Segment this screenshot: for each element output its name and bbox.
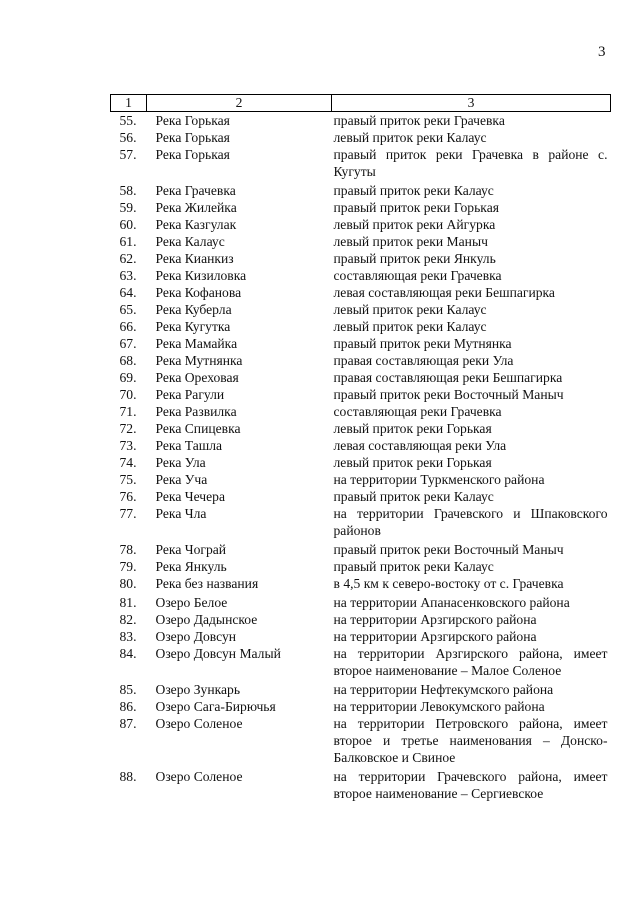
water-body-name: Река Мамайка xyxy=(155,336,238,351)
water-body-description: правый приток реки Грачевка в районе с. Кугуты xyxy=(333,147,608,179)
water-body-name: Река Ташла xyxy=(155,438,223,453)
row-number: 68. xyxy=(119,353,137,368)
page-number: 3 xyxy=(598,44,606,60)
water-body-name: Озеро Дадынское xyxy=(155,612,258,627)
water-body-description: в 4,5 км к северо-востоку от с. Грачевка xyxy=(333,576,564,591)
column-header-name: 2 xyxy=(147,95,332,112)
water-body-name: Река Казгулак xyxy=(155,217,237,232)
table-row xyxy=(111,575,611,594)
water-body-description: правый приток реки Восточный Маныч xyxy=(333,542,564,557)
table-row xyxy=(111,645,611,681)
water-body-name: Река Кугутка xyxy=(155,319,231,334)
row-number: 75. xyxy=(119,472,137,487)
row-number: 67. xyxy=(119,336,137,351)
table-row xyxy=(111,681,611,698)
table-row xyxy=(111,112,611,130)
row-number: 86. xyxy=(119,699,137,714)
row-number: 84. xyxy=(119,646,137,661)
water-body-description: левый приток реки Калаус xyxy=(333,130,487,145)
row-number: 79. xyxy=(119,559,137,574)
table-row xyxy=(111,611,611,628)
table-row xyxy=(111,558,611,575)
water-body-name: Озеро Довсун xyxy=(155,629,237,644)
table-row xyxy=(111,129,611,146)
water-body-name: Озеро Белое xyxy=(155,595,228,610)
water-body-name: Река Кианкиз xyxy=(155,251,234,266)
row-number: 78. xyxy=(119,542,137,557)
table-row xyxy=(111,301,611,318)
water-body-description: на территории Левокумского района xyxy=(333,699,545,714)
table-row xyxy=(111,420,611,437)
water-body-name: Река Рагули xyxy=(155,387,225,402)
table-row xyxy=(111,541,611,558)
row-number: 81. xyxy=(119,595,137,610)
table-header-row xyxy=(111,95,611,112)
water-body-name: Озеро Зункарь xyxy=(155,682,241,697)
water-body-description: правый приток реки Горькая xyxy=(333,200,499,215)
water-body-name: Река без названия xyxy=(155,576,259,591)
water-body-name: Река Кофанова xyxy=(155,285,242,300)
water-bodies-table xyxy=(110,94,611,804)
table-row xyxy=(111,233,611,250)
table-row xyxy=(111,594,611,611)
water-body-description: правый приток реки Янкуль xyxy=(333,251,496,266)
water-body-description: составляющая реки Грачевка xyxy=(333,404,502,419)
table-row xyxy=(111,471,611,488)
table-row xyxy=(111,267,611,284)
table-row xyxy=(111,698,611,715)
water-body-name: Река Спицевка xyxy=(155,421,241,436)
water-body-name: Река Горькая xyxy=(155,130,230,145)
water-body-description: на территории Туркменского района xyxy=(333,472,545,487)
water-body-name: Озеро Соленое xyxy=(155,769,243,784)
row-number: 83. xyxy=(119,629,137,644)
water-body-name: Река Янкуль xyxy=(155,559,227,574)
water-body-description: левый приток реки Горькая xyxy=(333,421,492,436)
water-body-description: правый приток реки Грачевка xyxy=(333,113,505,128)
row-number: 58. xyxy=(119,183,137,198)
water-body-name: Река Куберла xyxy=(155,302,232,317)
water-body-name: Река Калаус xyxy=(155,234,225,249)
table-row xyxy=(111,146,611,182)
row-number: 59. xyxy=(119,200,137,215)
row-number: 74. xyxy=(119,455,137,470)
table-row xyxy=(111,369,611,386)
table-row xyxy=(111,628,611,645)
water-body-description: левый приток реки Калаус xyxy=(333,319,487,334)
water-body-name: Река Ула xyxy=(155,455,206,470)
row-number: 66. xyxy=(119,319,137,334)
row-number: 77. xyxy=(119,506,137,521)
water-body-name: Река Горькая xyxy=(155,147,230,162)
water-body-name: Река Горькая xyxy=(155,113,230,128)
water-body-description: правый приток реки Калаус xyxy=(333,559,494,574)
row-number: 85. xyxy=(119,682,137,697)
table-row xyxy=(111,335,611,352)
row-number: 76. xyxy=(119,489,137,504)
water-body-description: правая составляющая реки Ула xyxy=(333,353,514,368)
water-body-description: правая составляющая реки Бешпагирка xyxy=(333,370,563,385)
water-body-description: правый приток реки Калаус xyxy=(333,183,494,198)
water-body-description: левый приток реки Горькая xyxy=(333,455,492,470)
water-body-name: Озеро Сага-Бирючья xyxy=(155,699,276,714)
water-body-description: на территории Апанасенковского района xyxy=(333,595,570,610)
row-number: 55. xyxy=(119,113,137,128)
column-header-number: 1 xyxy=(111,95,147,112)
row-number: 63. xyxy=(119,268,137,283)
water-body-description: левый приток реки Маныч xyxy=(333,234,488,249)
water-body-description: левая составляющая реки Ула xyxy=(333,438,507,453)
water-body-description: на территории Нефтекумского района xyxy=(333,682,554,697)
water-body-description: на территории Арзгирского района xyxy=(333,629,537,644)
table-row xyxy=(111,403,611,420)
row-number: 87. xyxy=(119,716,137,731)
row-number: 73. xyxy=(119,438,137,453)
row-number: 65. xyxy=(119,302,137,317)
table-row xyxy=(111,182,611,199)
water-body-description: на территории Грачевского и Шпаковского районов xyxy=(333,506,608,538)
table-row xyxy=(111,437,611,454)
water-body-name: Река Развилка xyxy=(155,404,237,419)
water-body-description: левый приток реки Айгурка xyxy=(333,217,496,232)
table-row xyxy=(111,284,611,301)
table-row xyxy=(111,318,611,335)
table-row xyxy=(111,715,611,768)
table-row xyxy=(111,250,611,267)
table-row xyxy=(111,505,611,541)
row-number: 69. xyxy=(119,370,137,385)
water-body-name: Река Мутнянка xyxy=(155,353,243,368)
table-row xyxy=(111,454,611,471)
water-body-name: Река Чла xyxy=(155,506,207,521)
table-row xyxy=(111,386,611,403)
table-row xyxy=(111,768,611,804)
water-body-name: Озеро Довсун Малый xyxy=(155,646,281,661)
water-body-description: на территории Арзгирского района, имеет второе наименование – Малое Соленое xyxy=(333,646,608,678)
water-body-description: правый приток реки Восточный Маныч xyxy=(333,387,564,402)
water-body-name: Река Чечера xyxy=(155,489,225,504)
water-body-description: правый приток реки Мутнянка xyxy=(333,336,512,351)
row-number: 64. xyxy=(119,285,137,300)
row-number: 57. xyxy=(119,147,137,162)
water-body-name: Река Кизиловка xyxy=(155,268,247,283)
water-body-description: на территории Петровского района, имеет второе и третье наименования – Донско-Балковское и Свиное xyxy=(333,716,608,765)
table-row xyxy=(111,488,611,505)
table-row xyxy=(111,216,611,233)
water-body-name: Озеро Соленое xyxy=(155,716,243,731)
water-body-name: Река Жилейка xyxy=(155,200,237,215)
water-body-name: Река Ореховая xyxy=(155,370,239,385)
row-number: 82. xyxy=(119,612,137,627)
row-number: 60. xyxy=(119,217,137,232)
column-header-description: 3 xyxy=(332,95,611,112)
water-body-description: левый приток реки Калаус xyxy=(333,302,487,317)
row-number: 72. xyxy=(119,421,137,436)
water-body-name: Река Уча xyxy=(155,472,208,487)
row-number: 70. xyxy=(119,387,137,402)
table-row xyxy=(111,199,611,216)
row-number: 71. xyxy=(119,404,137,419)
row-number: 61. xyxy=(119,234,137,249)
water-body-description: левая составляющая реки Бешпагирка xyxy=(333,285,555,300)
water-body-name: Река Грачевка xyxy=(155,183,236,198)
water-body-description: на территории Грачевского района, имеет второе наименование – Сергиевское xyxy=(333,769,608,801)
row-number: 62. xyxy=(119,251,137,266)
table-row xyxy=(111,352,611,369)
row-number: 88. xyxy=(119,769,137,784)
row-number: 80. xyxy=(119,576,137,591)
row-number: 56. xyxy=(119,130,137,145)
water-body-name: Река Чограй xyxy=(155,542,227,557)
table-body xyxy=(111,112,611,805)
water-body-description: на территории Арзгирского района xyxy=(333,612,537,627)
water-body-description: правый приток реки Калаус xyxy=(333,489,494,504)
water-body-description: составляющая реки Грачевка xyxy=(333,268,502,283)
